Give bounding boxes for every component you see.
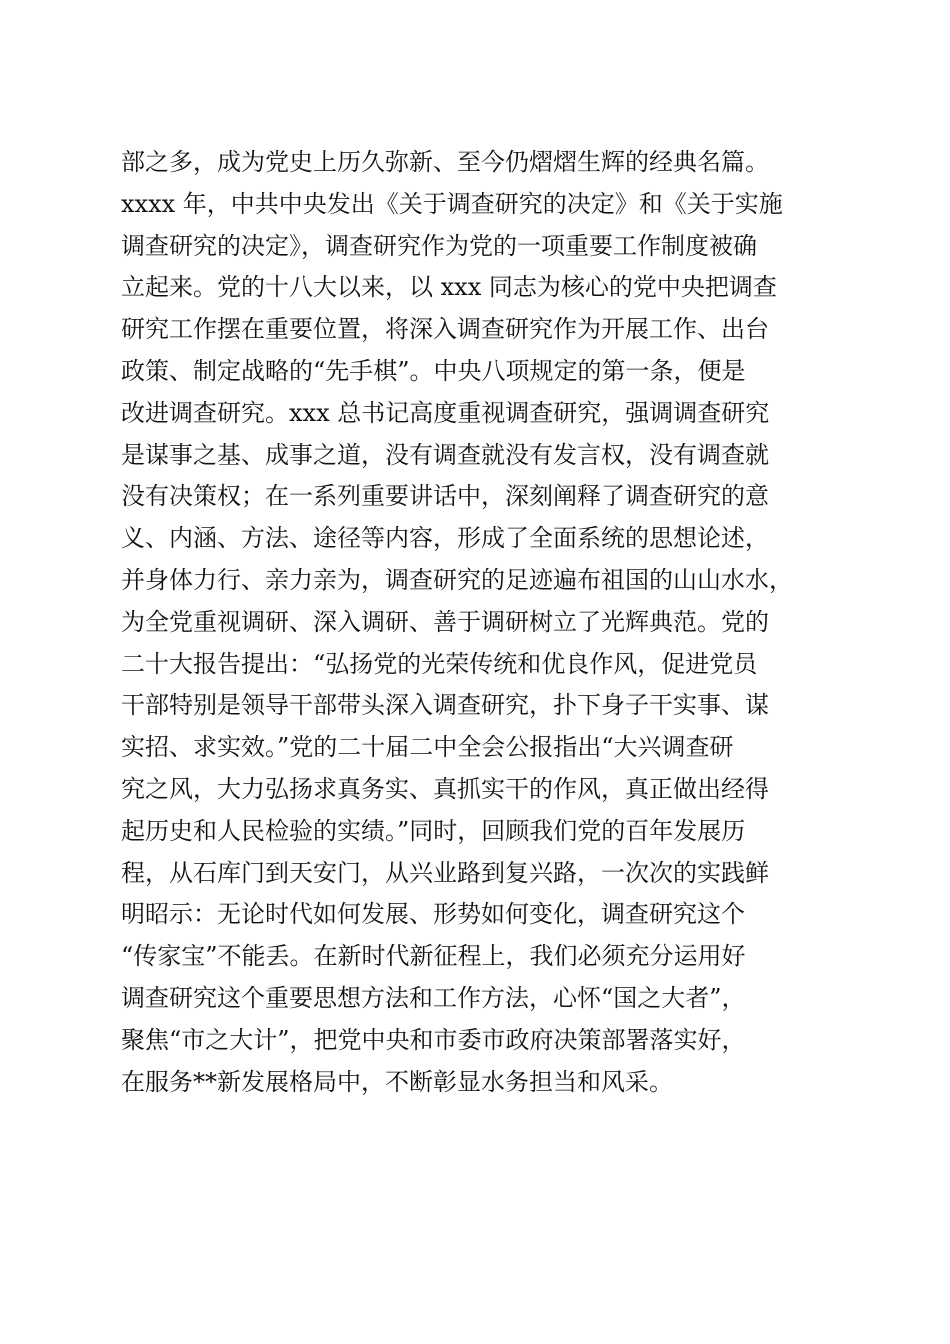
text-line: 程，从石库门到天安门，从兴业路到复兴路，一次次的实践鲜 [121,858,769,887]
text-line: 明昭示：无论时代如何发展、形势如何变化，调查研究这个 [121,900,745,929]
text-line: 政策、制定战略的“先手棋”。中央八项规定的第一条，便是 [121,356,746,385]
text-line: 并身体力行、亲力亲为，调查研究的足迹遍布祖国的山山水水， [121,565,793,594]
text-line: 为全党重视调研、深入调研、善于调研树立了光辉典范。党的 [121,607,769,636]
text-line: 实招、求实效。”党的二十届二中全会公报指出“大兴调查研 [121,733,734,762]
text-line: 干部特别是领导干部带头深入调查研究，扑下身子干实事、谋 [121,691,769,720]
text-line: 二十大报告提出：“弘扬党的光荣传统和优良作风，促进党员 [121,649,758,678]
text-line: 义、内涵、方法、途径等内容，形成了全面系统的思想论述， [121,524,769,553]
body-paragraph [121,142,841,1103]
text-line: 立起来。党的十八大以来，以 xxx 同志为核心的党中央把调查 [121,273,777,302]
text-line: “传家宝”不能丢。在新时代新征程上，我们必须充分运用好 [121,942,746,971]
text-line: 聚焦“市之大计”，把党中央和市委市政府决策部署落实好， [121,1025,746,1054]
text-line: 没有决策权；在一系列重要讲话中，深刻阐释了调查研究的意 [121,482,769,511]
text-line: 究之风，大力弘扬求真务实、真抓实干的作风，真正做出经得 [121,774,769,803]
text-line: 研究工作摆在重要位置，将深入调查研究作为开展工作、出台 [121,315,769,344]
text-line: 部之多，成为党史上历久弥新、至今仍熠熠生辉的经典名篇。 [121,148,769,176]
text-line: 调查研究的决定》，调查研究作为党的一项重要工作制度被确 [121,231,757,260]
text-line: 起历史和人民检验的实绩。”同时，回顾我们党的百年发展历 [121,816,746,845]
text-line: xxxx 年，中共中央发出《关于调查研究的决定》和《关于实施 [121,189,783,218]
text-line: 改进调查研究。xxx 总书记高度重视调查研究，强调调查研究 [121,398,770,427]
text-line: 是谋事之基、成事之道，没有调查就没有发言权，没有调查就 [121,440,769,469]
text-line: 在服务**新发展格局中，不断彰显水务担当和风采。 [121,1067,673,1096]
text-line: 调查研究这个重要思想方法和工作方法，心怀“国之大者”， [121,983,746,1012]
